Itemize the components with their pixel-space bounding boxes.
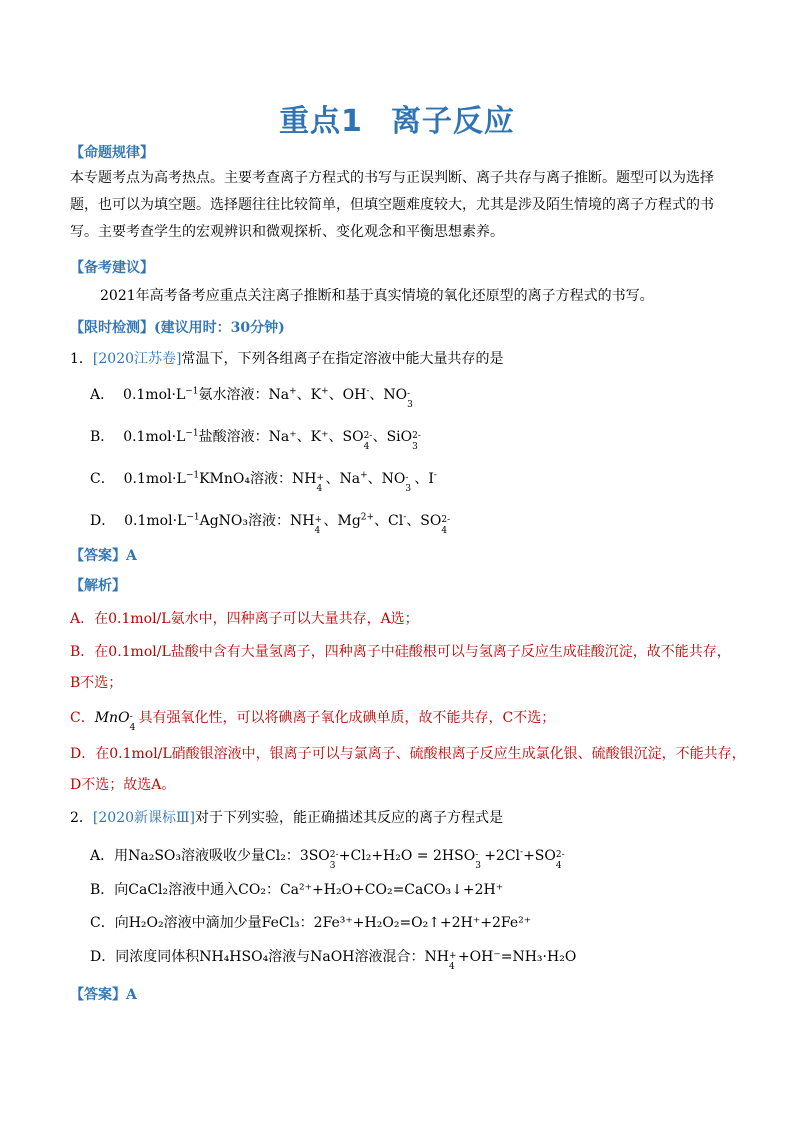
rule-header: 【命题规律】 — [70, 145, 154, 161]
q1-analysis-a: A．在0.1mol/L氨水中，四种离子可以大量共存，A选； — [70, 611, 419, 627]
q1-stem: 1．[2020江苏卷]常温下，下列各组离子在指定溶液中能大量共存的是 — [70, 351, 504, 367]
title-part1: 重点1 — [279, 104, 363, 139]
test-header: 【限时检测】(建议用时：30分钟) — [70, 320, 285, 336]
rule-line-1: 本专题考点为高考热点。主要考查离子方程式的书写与正误判断、离子共存与离子推断。题型可以为选择 — [70, 170, 714, 186]
advice-line: 2021年高考备考应重点关注离子推断和基于真实情境的氧化还原型的离子方程式的书写。 — [100, 288, 654, 304]
q2-stem: 2．[2020新课标Ⅲ]对于下列实验，能正确描述其反应的离子方程式是 — [70, 810, 503, 826]
page-title — [0, 96, 794, 140]
q2-answer: 【答案】A — [70, 987, 137, 1003]
q2-option-a: A．用Na₂SO₃溶液吸收少量Cl₂：3SO 2- 3 +Cl₂+H₂O = 2HSO - 3 +2Cl-+SO 2- 4 — [90, 847, 565, 871]
q1-analysis-d1: D．在0.1mol/L硝酸银溶液中，银离子可以与氯离子、硫酸根离子反应生成氯化银、硫酸银沉淀，不能共存， — [70, 746, 746, 762]
q1-analysis-b2: B不选； — [70, 675, 123, 691]
rule-line-3: 写。主要考查学生的宏观辨识和微观探析、变化观念和平衡思想素养。 — [70, 224, 504, 240]
q1-analysis-b1: B．在0.1mol/L盐酸中含有大量氢离子，四种离子中硅酸根可以与氢离子反应生成硅酸沉淀，故不能共存， — [70, 644, 731, 660]
q1-answer: 【答案】A — [70, 548, 137, 564]
q1-source: [2020江苏卷] — [92, 351, 182, 367]
q1-analysis-c: C．MnO - 4 具有强氧化性，可以将碘离子氧化成碘单质，故不能共存，C不选； — [70, 710, 556, 733]
q1-option-c: C． $0.1mol\cdot L^{-1}KMnO_4$溶液：NH + 4 、Na+、NO - 3 、I- — [90, 470, 437, 494]
q1-analysis-d2: D不选；故选A。 — [70, 777, 176, 793]
q1-option-b: B． $0.1mol\cdot L^{-1}$盐酸溶液：Na⁺、K⁺、SO 2- 4 、SiO 2- 3 — [90, 428, 421, 452]
q2-option-b: B．向CaCl₂溶液中通入CO₂：Ca²⁺+H₂O+CO₂=CaCO₃↓+2H⁺ — [90, 882, 504, 898]
q1-analysis-header: 【解析】 — [70, 578, 126, 594]
q2-option-c: C．向H₂O₂溶液中滴加少量FeCl₃：2Fe³⁺+H₂O₂=O₂↑+2H⁺+2Fe²⁺ — [90, 915, 532, 931]
title-part2: 离子反应 — [390, 104, 515, 139]
q1-option-d: D． $0.1mol\cdot L^{-1}AgNO_3$溶液：NH + 4 、$Mg^{2+}$、Cl-、SO 2- 4 — [90, 512, 451, 536]
q1-option-a: A． $0.1mol\cdot L^{-1}$氨水溶液：Na+、K+、OH-、NO - 3 — [90, 386, 413, 410]
rule-line-2: 题，也可以为填空题。选择题往往比较简单，但填空题难度较大，尤其是涉及陌生情境的离子方程式的书 — [70, 197, 714, 213]
advice-header: 【备考建议】 — [70, 260, 154, 276]
q2-option-d: D．同浓度同体积NH₄HSO₄溶液与NaOH溶液混合：NH + 4 +OH⁻=NH₃·H₂O — [90, 949, 577, 972]
